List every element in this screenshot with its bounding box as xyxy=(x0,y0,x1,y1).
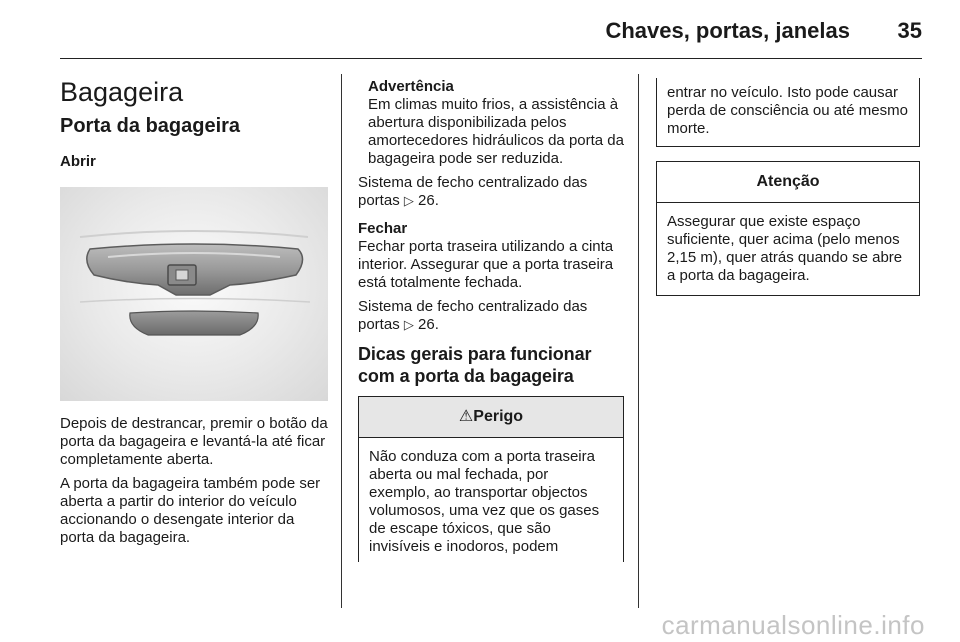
open-heading: Abrir xyxy=(60,152,96,170)
close-heading: Fechar xyxy=(358,220,408,237)
triangle-right-icon: ▷ xyxy=(403,317,414,332)
attention-box xyxy=(656,161,920,296)
section-title: Bagageira xyxy=(60,77,184,107)
column-1 xyxy=(60,78,328,547)
advert-title: Advertência xyxy=(368,78,454,95)
column-2 xyxy=(358,78,624,562)
danger-box-header xyxy=(359,397,623,438)
column-divider-right xyxy=(638,74,639,608)
page-header-title: Chaves, portas, janelas xyxy=(605,18,850,43)
close-text: Fechar porta traseira utilizando a cinta interior. Assegurar que a porta traseira está totalmente fechada. xyxy=(358,238,614,291)
column-divider-left xyxy=(341,74,342,608)
tailgate-handle-illustration xyxy=(60,187,328,401)
tailgate-handle-photo xyxy=(60,187,328,401)
page-number: 35 xyxy=(897,18,922,43)
page-ref-1[interactable]: 26. xyxy=(418,192,439,209)
advert-text: Em climas muito frios, a assistência à abertura disponibilizada pelos amortecedores hidráulicos da porta da bagageira pode ser reduzida. xyxy=(368,96,624,167)
column-3 xyxy=(656,78,920,296)
tips-heading: Dicas gerais para funcionar com a porta da bagageira xyxy=(358,344,592,386)
danger-box-continued: entrar no veículo. Isto pode causar perda de consciência ou até mesmo morte. xyxy=(656,78,920,147)
attention-title: Atenção xyxy=(657,162,919,203)
header-divider xyxy=(60,58,922,59)
danger-title: Perigo xyxy=(473,407,524,425)
watermark: carmanualsonline.info xyxy=(661,610,925,640)
warning-triangle-icon: ⚠ xyxy=(458,407,474,425)
advert-block xyxy=(358,78,624,168)
attention-text: Assegurar que existe espaço suficiente, quer acima (pelo menos 2,15 m), quer atrás quando se abre a porta da bagageira. xyxy=(667,213,903,284)
central-locking-text-1: Sistema de fecho centralizado das portas xyxy=(358,174,588,209)
subsection-title: Porta da bagageira xyxy=(60,114,241,137)
open-paragraph-2: A porta da bagageira também pode ser aberta a partir do interior do veículo accionando o desengate interior da porta da bagageira. xyxy=(60,474,321,546)
triangle-right-icon: ▷ xyxy=(403,193,414,208)
page-ref-2[interactable]: 26. xyxy=(418,316,439,333)
central-locking-text-2: Sistema de fecho centralizado das portas xyxy=(358,298,588,333)
danger-text: Não conduza com a porta traseira aberta ou mal fechada, por exemplo, ao transportar objectos volumosos, uma vez que os gases de escape tóxicos, que são invisíveis e inodoros, podem xyxy=(369,447,600,555)
open-paragraph-1: Depois de destrancar, premir o botão da porta da bagageira e levantá-la até ficar completamente aberta. xyxy=(60,414,328,468)
central-locking-ref-2 xyxy=(358,298,624,334)
danger-box xyxy=(358,396,624,562)
central-locking-ref-1 xyxy=(358,174,624,210)
